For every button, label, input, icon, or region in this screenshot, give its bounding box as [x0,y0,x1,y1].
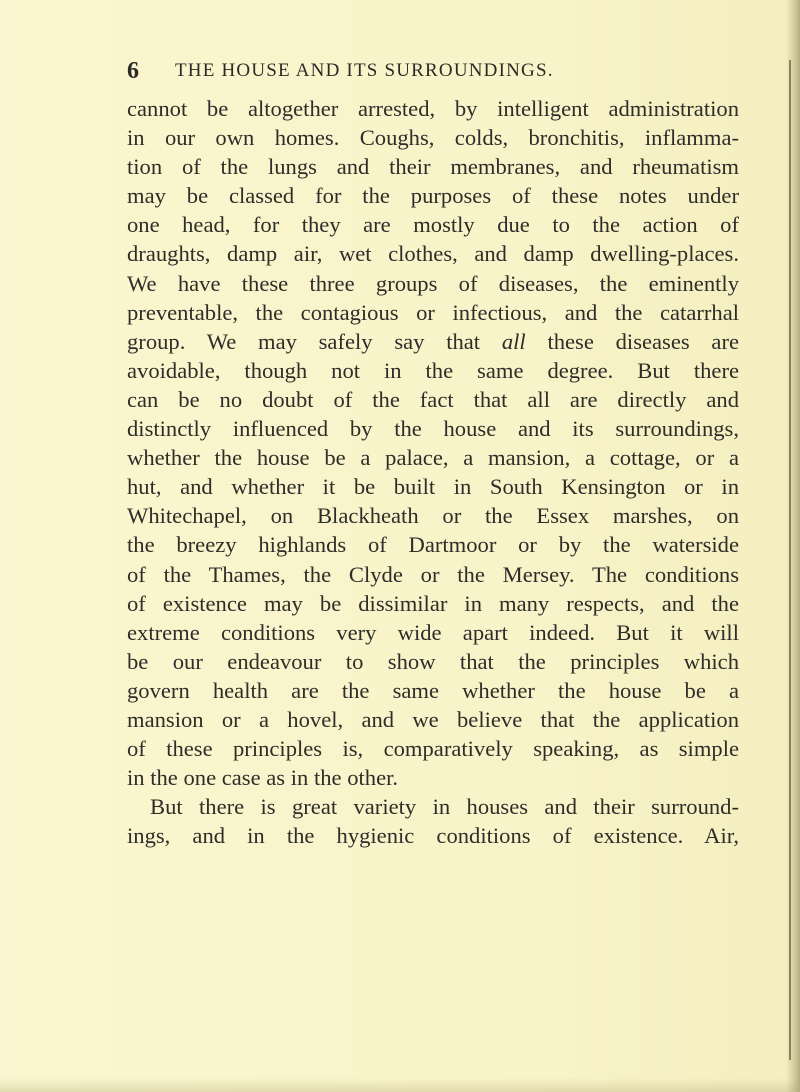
text-line: be our endeavour to show that the principles which [127,648,739,674]
text-line: the breezy highlands of Dartmoor or by the waterside [127,532,739,558]
text-line: whether the house be a palace, a mansion, a cottage, or a [127,445,739,471]
body-text [127,94,739,850]
paragraph-end-line: in the one case as in the other. [127,765,399,791]
text-line: We have these three groups of diseases, the eminently [127,270,739,296]
text-segment: these diseases are [525,328,739,354]
text-line: may be classed for the purposes of these notes under [127,183,739,209]
page-edge-line [789,60,791,1060]
text-line: govern health are the same whether the house be a [127,677,739,703]
text-line: Whitechapel, on Blackheath or the Essex marshes, on [127,503,739,529]
italic-word: all [501,328,526,354]
running-title: THE HOUSE AND ITS SURROUNDINGS. [175,60,554,81]
text-line: of existence may be dissimilar in many respects, and the [127,590,739,616]
text-line: avoidable, though not in the same degree. But there [127,357,739,383]
page-header [127,58,739,84]
text-line: distinctly influenced by the house and its surroundings, [127,416,739,442]
text-line: preventable, the contagious or infectious, and the catarrhal [127,299,739,325]
text-line: draughts, damp air, wet clothes, and damp dwelling-places. [127,241,739,267]
text-line: ings, and in the hygienic conditions of existence. Air, [127,823,739,849]
text-line: can be no doubt of the fact that all are directly and [127,386,739,412]
text-line: mansion or a hovel, and we believe that the application [127,706,739,732]
text-line: hut, and whether it be built in South Kensington or in [127,474,739,500]
text-line: tion of the lungs and their membranes, and rheumatism [127,154,739,180]
text-line: cannot be altogether arrested, by intelligent administration [127,96,739,121]
page-number: 6 [127,58,139,84]
text-line: of the Thames, the Clyde or the Mersey. The conditions [127,561,739,587]
text-line: of these principles is, comparatively speaking, as simple [127,736,739,762]
text-line: in our own homes. Coughs, colds, bronchitis, inflamma- [127,125,739,151]
paragraph-start-line: But there is great variety in houses and their surround- [150,794,739,820]
text-segment: group. We may safely say that [127,328,502,354]
text-line: one head, for they are mostly due to the action of [127,212,739,238]
text-line-with-italic [127,327,739,356]
text-line: extreme conditions very wide apart indeed. But it will [127,619,739,645]
page-bottom-edge [0,1078,800,1092]
